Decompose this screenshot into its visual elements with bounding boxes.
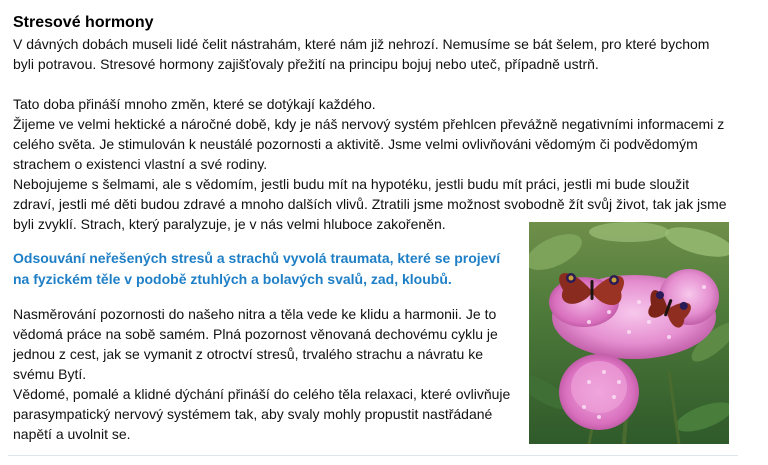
paragraph-change: Tato doba přináší mnoho změn, které se dotýkají každého. — [13, 96, 376, 112]
butterfly-flower-illustration — [529, 222, 729, 444]
page-title: Stresové hormony — [13, 14, 154, 31]
paragraph-breathing: Vědomé, pomalé a klidné dýchání přináší do celého těla relaxaci, které ovlivňuje parasympatický nervový systémem tak, aby svaly mohly propustit nastřádané napětí a uvolnit se. — [13, 386, 511, 442]
paragraph-fear: Nebojujeme s šelmami, ale s vědomím, jestli budu mít na hypotéku, jestli budu mít práci, jestli mi bude sloužit zdraví, jestli mé děti budou zdravé a mnoho dalších vlivů. Ztratili jsme možnost svobodně žít svůj život, tak jak jsme byli zvyklí. Strach, který paralyzuje, je v nás velmi hluboce zakořeněn. — [13, 176, 727, 232]
paragraph-focus: Nasměrování pozornosti do našeho nitra a těla vede ke klidu a harmonii. Je to vědomá práce na sobě samém. Plná pozornost věnovaná dechovému cyklu je jednou z cest, jak se vymanit z otroctví stresů, trvalého strachu a návratu ke svému Bytí. — [13, 306, 498, 382]
article-lower — [13, 304, 518, 444]
highlight-text: Odsouvání neřešených stresů a strachů vyvolá traumata, které se projeví na fyzickém těle v podobě ztuhlých a bolavých svalů, zad, kloubů. — [13, 250, 501, 287]
spacer — [13, 74, 733, 94]
paragraph-intro: V dávných dobách museli lidé čelit nástrahám, které nám již nehrozí. Nemusíme se bát šelem, pro které bychom byli potravou. Stresové hormony zajišťovaly přežití na principu bojuj nebo uteč, případně ustrň. — [13, 36, 710, 72]
bottom-divider — [8, 455, 738, 456]
paragraph-hectic: Žijeme ve velmi hektické a náročné době, kdy je náš nervový systém přehlcen převážně negativními informacemi z celého světa. Je stimulován k neustálé pozornosti a aktivitě. Jsme velmi ovlivňováni vědomým či podvědomým strachem o existenci vlastní a své rodiny. — [13, 116, 725, 172]
butterfly-flower-image — [529, 222, 729, 444]
article — [13, 12, 755, 234]
article-intro — [13, 34, 733, 234]
highlight-block — [13, 248, 518, 290]
